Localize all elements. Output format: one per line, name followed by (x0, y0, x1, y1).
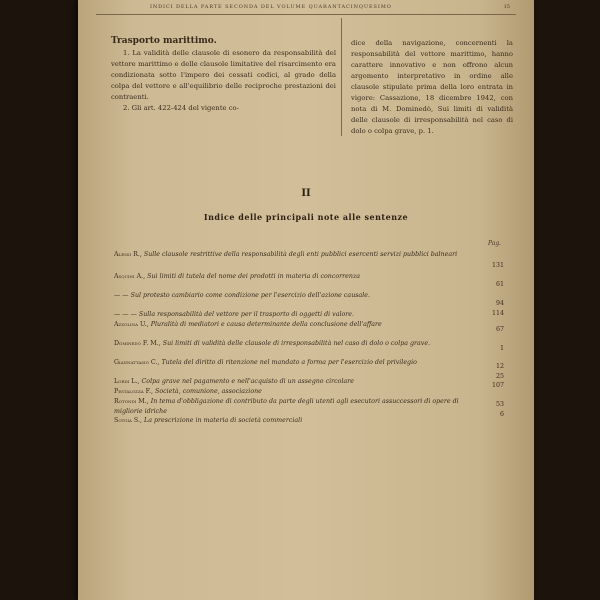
index-entry (114, 339, 470, 349)
entry-author: Dominedò F. M., (114, 340, 161, 347)
entry-title: Pluralità di mediatori e causa determinante della conclusione dell'affare (150, 321, 382, 328)
entry-title: Sul protesto cambiario come condizione per l'esercizio dell'azione causale. (130, 292, 370, 299)
entry-title: In tema d'obbligazione di contributo da parte degli utenti agli esecutori assuccessori di opere di migliorie idriche (114, 398, 459, 415)
index-entry (114, 310, 470, 320)
index-entry (114, 320, 470, 330)
entry-page: 94 (495, 300, 504, 307)
entry-author: Azzolina U., (114, 321, 149, 328)
entry-title: Colpa grave nel pagamento e nell'acquisto di un assegno circolare (141, 378, 354, 385)
index-title: Indice delle principali note alle sentenze (203, 212, 409, 222)
index-entry (114, 358, 470, 368)
entry-page: 61 (495, 281, 504, 288)
index-entry (114, 272, 470, 282)
paragraph-2: 2. Gli art. 422-424 del vigente co- (123, 104, 239, 112)
right-column (351, 38, 513, 137)
entry-title: La prescrizione in materia di società commerciali (144, 417, 303, 424)
part-numeral: II (301, 188, 311, 199)
entry-author: Alessi R., (114, 251, 142, 258)
entry-page: 114 (491, 310, 504, 317)
entry-author: — — (114, 292, 129, 299)
index-entry (114, 250, 470, 260)
entry-page: 67 (495, 326, 504, 333)
header-rule (96, 14, 516, 15)
index-entry (114, 416, 470, 426)
entry-title: Sulla responsabilità del vettore per il trasporto di oggetti di valore. (138, 311, 354, 318)
section-title: Trasporto marittimo. (111, 36, 217, 46)
entry-title: Tutela del diritto di ritenzione nel mandato a forma per l'esercizio del privilegio (161, 359, 417, 366)
entry-page: 53 (495, 401, 504, 408)
entry-author: Lordi L., (114, 378, 140, 385)
page-number: 15 (503, 4, 510, 10)
book-page (78, 0, 534, 600)
page-column-label: Pag. (488, 240, 502, 247)
paragraph-1: 1. La validità delle clausole di esonero da responsabilità del vettore marittimo e delle clausole limitative del risarcimento era condizionata sotto l'impero dei cessati codici, al grado della colpa del vettore e all'equilibrio delle reciproche prestazioni dei contraenti. (111, 49, 336, 101)
entry-page: 1 (499, 345, 504, 352)
entry-page: 131 (491, 262, 504, 269)
entry-title: Società, comunione, associazione (155, 388, 262, 395)
entry-author: Giannattasio C., (114, 359, 160, 366)
entry-author: Asquini A., (114, 273, 146, 280)
running-head (150, 4, 510, 10)
index-entry (114, 387, 470, 397)
entry-page: 107 (491, 382, 504, 389)
index-entry (114, 397, 470, 416)
entry-title: Sui limiti di tutela del nome dei prodotti in materia di concorrenza (147, 273, 361, 280)
entry-page: 6 (499, 411, 504, 418)
entry-author: — — — (114, 311, 137, 318)
entry-author: Rotondi M., (114, 398, 149, 405)
index-entry (114, 291, 470, 301)
entry-author: Pestalozza F., (114, 388, 154, 395)
entry-title: Sui limiti di validità delle clausole di irresponsabilità nel caso di dolo o colpa grave. (162, 340, 431, 347)
running-head-text: INDICI DELLA PARTE SECONDA DEL VOLUME QUARANTACINQUESIMO (150, 4, 392, 10)
index-entry (114, 377, 470, 387)
entry-title: Sulle clausole restrittive della responsabilità degli enti pubblici esercenti servizi pubblici balneari (143, 251, 458, 258)
column-divider (341, 18, 342, 136)
entry-page: 25 (495, 373, 504, 380)
entry-author: Sotgia S., (114, 417, 143, 424)
left-column (111, 36, 336, 114)
entry-page: 12 (495, 363, 504, 370)
paragraph-continued: dice della navigazione, concernenti la responsabilità del vettore marittimo, hanno carattere innovativo e non offrono alcun argomento interpretativo in ordine alle clausole stipulate prima della loro entrata in vigore: Cassazione, 18 dicembre 1942, con nota di M. Dominedò, Sui limiti di validità delle clausole di irresponsabilità nel caso di dolo o colpa grave, p. 1. (351, 39, 513, 135)
